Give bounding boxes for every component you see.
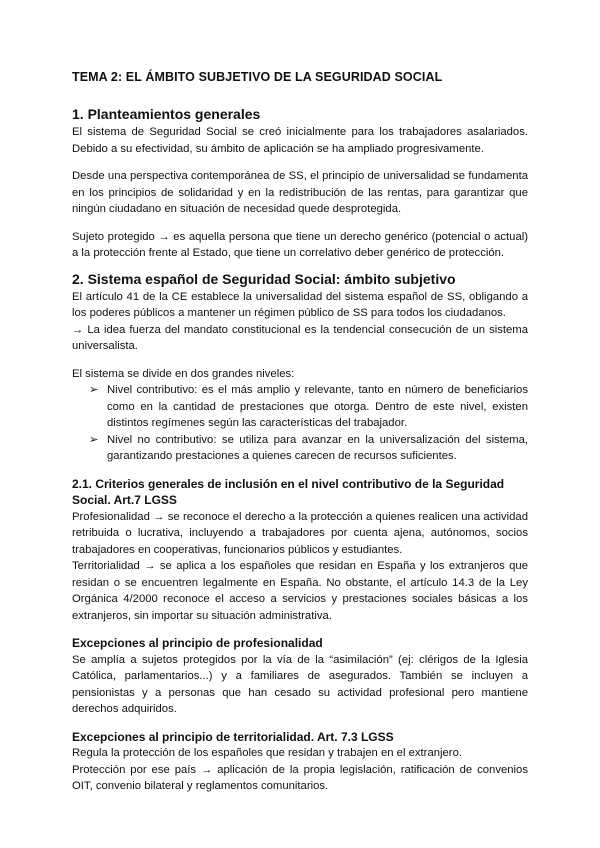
section-2-paragraph-3: El sistema se divide en dos grandes niveles:: [72, 367, 295, 380]
exceptions-territoriality-paragraph-1: Regula la protección de los españoles que residan y trabajen en el extranjero.: [72, 747, 462, 759]
exceptions-territoriality-heading: Excepciones al principio de territorialidad. Art. 7.3 LGSS: [72, 729, 394, 744]
exceptions-professionality-paragraph: Se amplía a sujetos protegidos por la vía de la “asimilación” (ej: clérigos de la Iglesia Católica, parlamentarios...) y a familiares de asegurados. También se incluyen a pensionistas y a personas que han cesado su actividad profesional pero mantiene derechos adquiridos.: [72, 653, 528, 715]
section-2-1-heading: 2.1. Criterios generales de inclusión en el nivel contributivo de la Seguridad Social. Art.7 LGSS: [72, 476, 505, 507]
section-2-1: [72, 476, 528, 625]
exceptions-territoriality: [72, 729, 528, 795]
exceptions-professionality-heading: Excepciones al principio de profesionalidad: [72, 636, 323, 650]
section-1-heading: 1. Planteamientos generales: [72, 106, 261, 122]
list-item: [89, 432, 528, 465]
document-title: TEMA 2: EL ÁMBITO SUBJETIVO DE LA SEGURIDAD SOCIAL: [72, 70, 443, 84]
section-2-heading: 2. Sistema español de Seguridad Social: ámbito subjetivo: [72, 270, 456, 287]
list-item-text: Nivel no contributivo: se utiliza para avanzar en la universalización del sistema, garantizando prestaciones a quienes carecen de recursos suficientes.: [107, 433, 528, 462]
section-2-1-paragraph-2: Territorialidad → se aplica a los españoles que residan en España y los extranjeros que residan o se encuentren legalmente en España. No obstante, el artículo 14.3 de la Ley Orgánica 4/2000 reconoce el acceso a servicios y prestaciones sociales básicas a los extranjeros, sin importar su situación administrativa.: [72, 560, 528, 622]
section-1: [72, 106, 528, 262]
levels-list: [72, 382, 528, 465]
section-1-paragraph-3: Sujeto protegido → es aquella persona que tiene un derecho genérico (potencial o actual) a la protección frente al Estado, que tiene un correlativo deber genérico de protección.: [72, 230, 528, 259]
section-1-paragraph-2: Desde una perspectiva contemporánea de SS, el principio de universalidad se fundamenta en los principios de solidaridad y en la redistribución de las rentas, para garantizar que ningún ciudadano en situación de necesidad quede desprotegida.: [72, 170, 528, 215]
exceptions-professionality: [72, 635, 528, 718]
arrow-bullet-icon: ➢: [89, 384, 99, 396]
list-item-text: Nivel contributivo: es el más amplio y relevante, tanto en número de beneficiarios como en la cantidad de prestaciones que otorga. Dentro de este nivel, existen distintos regímenes según las características del trabajador.: [107, 384, 528, 429]
section-2-paragraph-2: → La idea fuerza del mandato constitucional es la tendencial consecución de un sistema universalista.: [72, 323, 528, 352]
list-item: [89, 382, 528, 432]
section-2-paragraph-1: El artículo 41 de la CE establece la universalidad del sistema español de SS, obligando a los poderes públicos a mantener un régimen público de SS para todos los ciudadanos.: [72, 290, 528, 319]
arrow-bullet-icon: ➢: [89, 433, 99, 446]
section-2: [72, 271, 528, 465]
exceptions-territoriality-paragraph-2: Protección por ese país → aplicación de la propia legislación, ratificación de convenios OIT, convenio bilateral y reglamentos comunitarios.: [72, 763, 528, 792]
section-2-1-paragraph-1: Profesionalidad → se reconoce el derecho a la protección a quienes realicen una actividad retribuida o lucrativa, incluyendo a trabajadores por cuenta ajena, autónomos, socios trabajadores en cooperativas, funcionarios públicos y estudiantes.: [72, 510, 528, 556]
section-1-paragraph-1: El sistema de Seguridad Social se creó inicialmente para los trabajadores asalariados. Debido a su efectividad, su ámbito de aplicación se ha ampliado progresivamente.: [72, 126, 528, 155]
